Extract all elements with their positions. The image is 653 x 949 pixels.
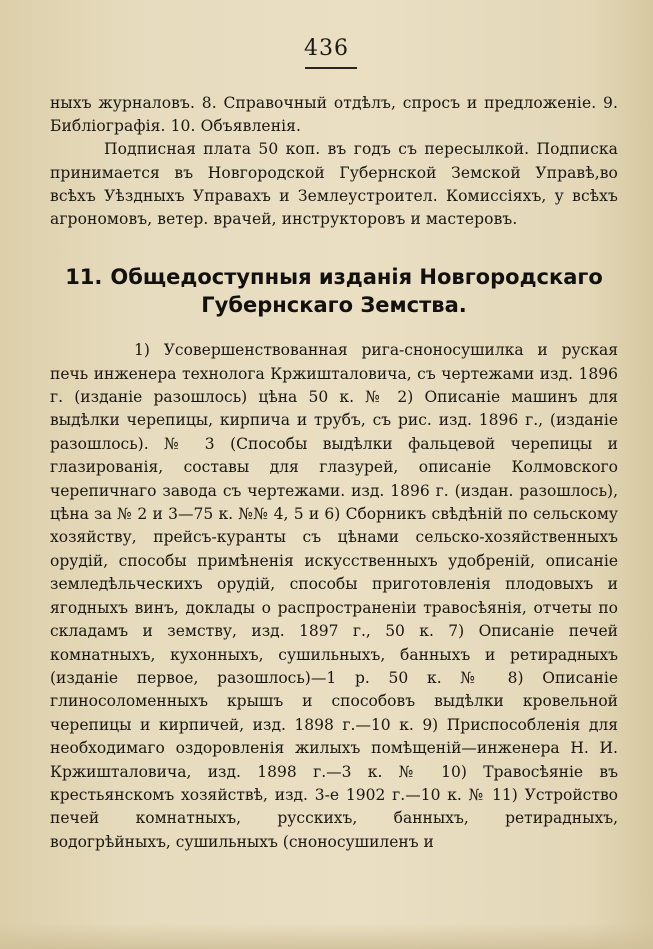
intro-paragraph-1: ныхъ журналовъ. 8. Справочный отдѣлъ, спросъ и предложеніе. 9. Библіографія. 10. Объявленія. bbox=[50, 94, 618, 136]
section-heading bbox=[50, 263, 618, 319]
page-number-underline bbox=[305, 67, 357, 69]
section-title: Общедоступныя изданія Новгородскаго Губернскаго Земства. bbox=[110, 265, 603, 318]
intro-paragraph-2: Подписная плата 50 коп. въ годъ съ пересылкой. Подписка принимается въ Новгородской Губернской Земской Управѣ,во всѣхъ Уѣздныхъ Управахъ и Землеустроител. Комиссіяхъ, у всѣхъ агрономовъ, ветер. врачей, инструкторовъ и мастеровъ. bbox=[50, 140, 618, 229]
page-bottom-edge bbox=[0, 923, 653, 949]
page-content bbox=[50, 92, 618, 854]
section-body: 1) Усовершенствованная рига-сноносушилка и руская печь инженера технолога Кржишталовича, съ чертежами изд. 1896 г. (изданіе разошлось) цѣна 50 к. № 2) Описаніе машинъ для выдѣлки черепицы, кирпича и трубъ, съ рис. изд. 1896 г., (изданіе разошлось). № 3 (Способы выдѣлки фальцевой черепицы и глазированія, составы для глазурей, описаніе Колмовского черепичнаго завода съ чертежами. изд. 1896 г. (издан. разошлось), цѣна за № 2 и 3—75 к. №№ 4, 5 и 6) Сборникъ свѣдѣній по сельскому хозяйству, прейсъ-куранты съ цѣнами сельско-хозяйственныхъ орудій, способы примѣненія искусственныхъ удобреній, описаніе земледѣльческихъ орудій, способы приготовленія плодовыхъ и ягодныхъ винъ, доклады о распространеніи травосѣянія, отчеты по складамъ и земству, изд. 1897 г., 50 к. 7) Описаніе печей комнатныхъ, кухонныхъ, сушильныхъ, банныхъ и ретирадныхъ (изданіе первое, разошлось)—1 р. 50 к. № 8) Описаніе глиносоломенныхъ крышъ и способовъ выдѣлки кровельной черепицы и кирпичей, изд. 1898 г.—10 к. 9) Приспособленія для необходимаго оздоровленія жилыхъ помѣщеній—инженера Н. И. Кржишталовича, изд. 1898 г.—3 к. № 10) Травосѣяніе въ крестьянскомъ хозяйствѣ, изд. 3-е 1902 г.—10 к. № 11) Устройство печей комнатныхъ, русскихъ, банныхъ, ретирадныхъ, водогрѣйныхъ, сушильныхъ (сноносушиленъ и bbox=[50, 341, 618, 851]
page-number: 436 bbox=[304, 36, 349, 61]
section-number: 11. bbox=[65, 265, 103, 290]
